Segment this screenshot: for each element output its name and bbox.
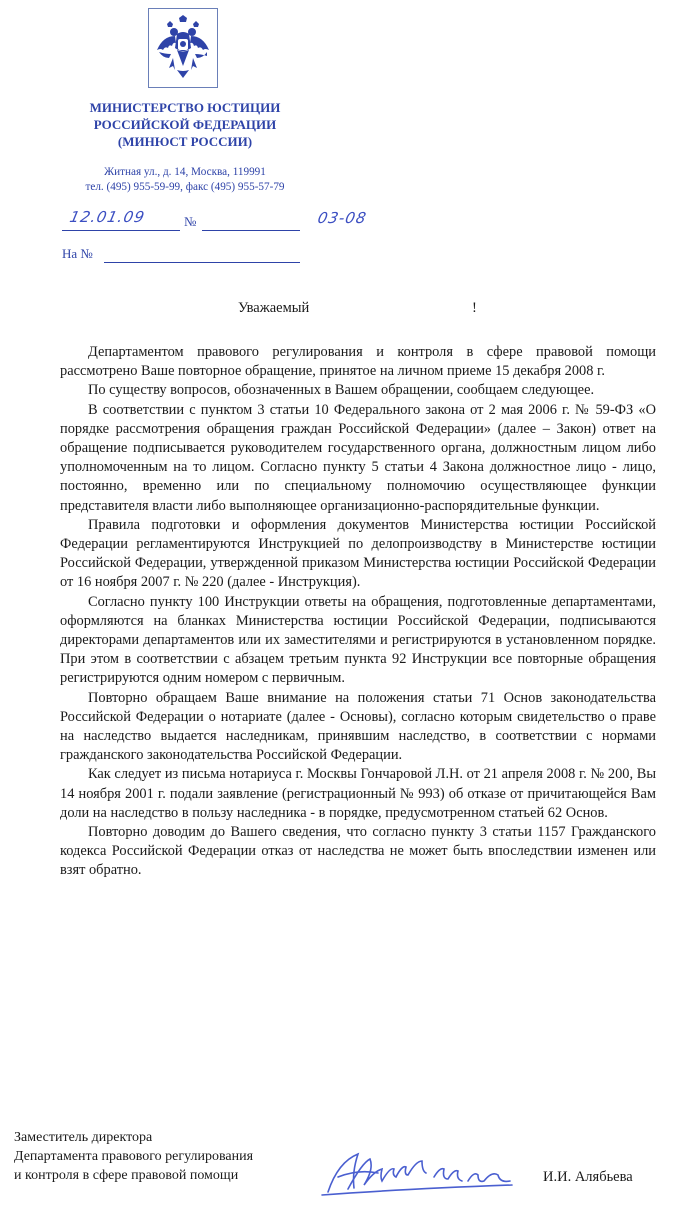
signer-position bbox=[14, 1128, 334, 1185]
ministry-name-line2: РОССИЙСКОЙ ФЕДЕРАЦИИ bbox=[93, 117, 277, 132]
paragraph-1: Департаментом правового регулирования и контроля в сфере правовой помощи рассмотрено Ваше повторное обращение, принятое на личном приеме 15 декабря 2008 г. bbox=[60, 344, 656, 380]
ministry-phones: тел. (495) 955-59-99, факс (495) 955-57-79 bbox=[85, 181, 285, 193]
signer-position-line2: Департамента правового регулирования bbox=[14, 1149, 254, 1164]
state-emblem bbox=[148, 8, 218, 88]
double-headed-eagle-emblem-icon bbox=[155, 14, 211, 82]
ministry-name-line1: МИНИСТЕРСТВО ЮСТИЦИИ bbox=[89, 100, 281, 115]
ministry-short-name: (МИНЮСТ РОССИИ) bbox=[117, 134, 253, 149]
paragraph-4: Правила подготовки и оформления документов Министерства юстиции Российской Федерации регламентируются Инструкцией по делопроизводству в Министерстве юстиции Российской Федерации, утвержденной приказом Министерства юстиции Российской Федерации от 16 ноября 2007 г. № 220 (далее - Инструкция). bbox=[60, 516, 656, 591]
paragraph-5: Согласно пункту 100 Инструкции ответы на обращения, подготовленные департаментами, оформляются на бланках Министерства юстиции Российской Федерации, подписываются директорами департаментов или их заместителями и регистрируются в установленном порядке. При этом в соответствии с абзацем третьим пункта 92 Инструкции все повторные обращения регистрируются одним номером с первичным. bbox=[60, 593, 656, 687]
salutation-word: Уважаемый bbox=[238, 300, 310, 316]
paragraph-7: Как следует из письма нотариуса г. Москвы Гончаровой Л.Н. от 21 апреля 2008 г. № 200, Вы 14 ноября 2001 г. подали заявление (регистрационный № 993) об отказе от причитающейся Вам доли на наследство в пользу наследника - в порядке, предусмотренном статьей 62 Основ. bbox=[60, 766, 656, 821]
date-underline bbox=[62, 230, 180, 231]
number-underline bbox=[202, 230, 300, 231]
signer-name: И.И. Алябьева bbox=[543, 1169, 633, 1185]
paragraph-3: В соответствии с пунктом 3 статьи 10 Федерального закона от 2 мая 2006 г. № 59-ФЗ «О порядке рассмотрения обращения граждан Российской Федерации» (далее – Закон) ответ на обращение подписывается руководителем государственного органа, должностным лицом либо уполномоченным на то лицом. Согласно пункту 5 статьи 4 Закона должностное лицо - лицо, постоянно, временно или по специальному полномочию осуществляющее функции представителя власти либо выполняющее организационно-распорядительные функции. bbox=[60, 401, 656, 514]
letter-body bbox=[60, 343, 656, 881]
salutation-mark: ! bbox=[472, 300, 477, 316]
paragraph-6: Повторно обращаем Ваше внимание на положения статьи 71 Основ законодательства Российской Федерации о нотариате (далее - Основы), согласно которым свидетельство о праве на наследство выдается наследникам, принявшим наследство, в соответствии с нормами гражданского законодательства Российской Федерации. bbox=[60, 689, 656, 764]
handwritten-date: 12.01.09 bbox=[68, 208, 147, 226]
paragraph-2: По существу вопросов, обозначенных в Вашем обращении, сообщаем следующее. bbox=[88, 382, 595, 399]
signer-position-line3: и контроля в сфере правовой помощи bbox=[14, 1168, 239, 1183]
number-label: № bbox=[184, 214, 197, 229]
reference-underline bbox=[104, 262, 300, 263]
reference-label: На № bbox=[62, 246, 93, 261]
handwritten-number: 03-08 bbox=[316, 209, 369, 227]
handwritten-signature-icon bbox=[318, 1147, 528, 1202]
paragraph-8: Повторно доводим до Вашего сведения, что согласно пункту 3 статьи 1157 Гражданского кодекса Российской Федерации отказ от наследства не может быть впоследствии изменен или взят обратно. bbox=[60, 824, 656, 879]
ministry-address: Житная ул., д. 14, Москва, 119991 bbox=[104, 166, 266, 178]
signer-position-line1: Заместитель директора bbox=[14, 1130, 153, 1145]
